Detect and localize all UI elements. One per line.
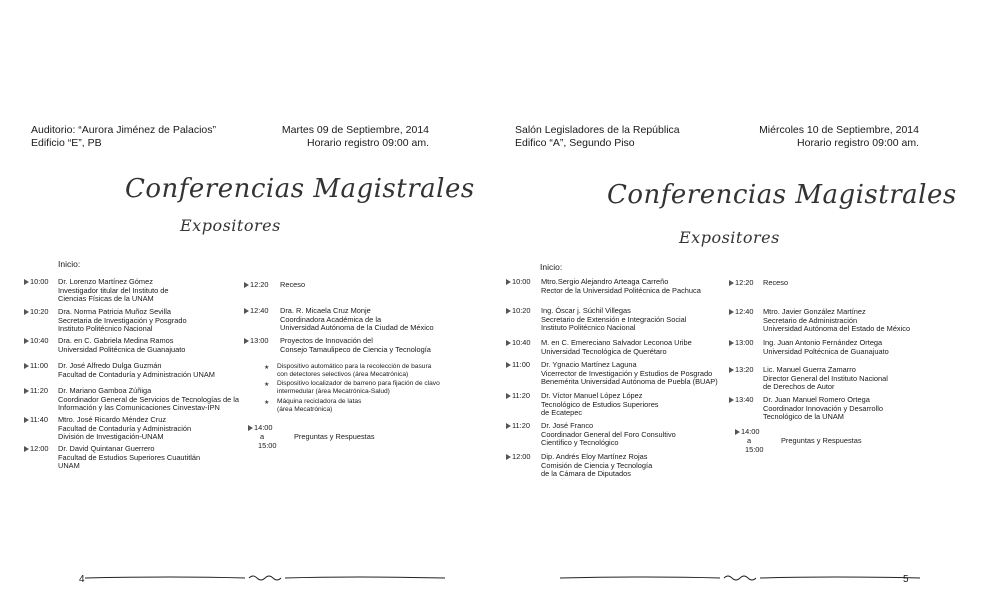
item-time: 10:40	[30, 336, 49, 345]
item-body	[541, 361, 718, 387]
bullet-arrow-icon	[248, 425, 253, 431]
item-time: 13:00	[250, 336, 269, 345]
item-time: 13:20	[735, 365, 754, 374]
item-body	[58, 278, 169, 304]
item-time: 12:40	[735, 307, 754, 316]
item-body	[541, 307, 686, 333]
venue-line: Auditorio: “Aurora Jiménez de Palacios”	[31, 124, 217, 136]
speaker-affiliation: Tecnológico de la UNAM	[763, 412, 844, 422]
closing-text: Preguntas y Respuestas	[781, 436, 862, 445]
item-time: 13:40	[735, 395, 754, 404]
speaker-name: Lic. Manuel Guerra Zamarro	[763, 365, 856, 374]
registration-line: Horario registro 09:00 am.	[797, 136, 919, 149]
speaker-affiliation: Secretario de Administración	[763, 315, 858, 325]
item-body	[763, 279, 788, 288]
bullet-arrow-icon	[729, 309, 734, 315]
speaker-affiliation: Instituto Politécnico Nacional	[541, 323, 636, 333]
bullet-arrow-icon	[506, 279, 511, 285]
item-body	[280, 307, 434, 333]
item-body	[541, 278, 701, 295]
date-line: Miércoles 10 de Septiembre, 2014	[759, 124, 919, 136]
inicio-label: Inicio:	[58, 259, 81, 269]
venue-block	[31, 124, 216, 149]
project-line: intermedular (área Mecatrónica-Salud)	[277, 387, 390, 395]
section-subtitle: Expositores	[679, 228, 780, 247]
venue-line: Edificio “E”, PB	[31, 136, 102, 149]
venue-block	[515, 124, 680, 149]
speaker-affiliation: Facultad de Contaduría y Administración	[58, 423, 192, 433]
item-time: 11:20	[30, 386, 48, 395]
speaker-affiliation: Información y las Comunicaciones Cinvestav-IPN	[58, 403, 220, 413]
speaker-name: Dra. en C. Gabriela Medina Ramos	[58, 336, 174, 345]
item-body	[541, 392, 659, 418]
speaker-name: Mtro. Javier González Martínez	[763, 307, 866, 316]
item-body	[763, 396, 883, 422]
speaker-name: Mtro. José Ricardo Méndez Cruz	[58, 415, 167, 424]
closing-text: Preguntas y Respuestas	[294, 432, 375, 441]
closing-time: a	[260, 432, 265, 441]
speaker-affiliation: División de Investigación-UNAM	[58, 432, 164, 442]
speaker-affiliation: de Derechos de Autor	[763, 382, 835, 392]
page-number: 5	[903, 574, 909, 585]
speaker-name: Dra. R. Micaela Cruz Monje	[280, 306, 371, 315]
speaker-affiliation: de Ecatepec	[541, 408, 583, 418]
item-time: 12:20	[735, 278, 754, 287]
speaker-affiliation: Universidad Politécnica de Guanajuato	[58, 344, 186, 354]
bullet-arrow-icon	[24, 279, 29, 285]
date-block	[282, 124, 429, 149]
bullet-arrow-icon	[24, 388, 29, 394]
section-subtitle: Expositores	[180, 216, 281, 235]
item-body	[58, 308, 187, 334]
star-bullet-icon: ★	[264, 365, 270, 371]
project-line: Dispositivo localizador de barreno para fijación de clavo	[277, 380, 440, 387]
bullet-arrow-icon	[735, 429, 740, 435]
speaker-name: Dr. Mariano Gamboa Zúñiga	[58, 386, 152, 395]
item-time: 10:00	[30, 277, 49, 286]
speaker-name: Dr. José Alfredo Dulga Guzmán	[58, 361, 162, 370]
speaker-affiliation: Vicerrector de Investigación y Estudios de Posgrado	[541, 368, 713, 378]
bullet-arrow-icon	[24, 338, 29, 344]
page-number: 4	[79, 574, 85, 585]
item-time: 10:40	[512, 338, 531, 347]
speaker-affiliation: Secretaria de Investigación y Posgrado	[58, 315, 187, 325]
bullet-arrow-icon	[24, 446, 29, 452]
bullet-arrow-icon	[506, 454, 511, 460]
speaker-affiliation: Universidad Autónoma de la Ciudad de México	[280, 323, 434, 333]
project-line: Máquina recicladora de latas	[277, 398, 362, 405]
project-line: (área Mecatrónica)	[277, 405, 333, 413]
speaker-name: Proyectos de Innovación del	[280, 336, 373, 345]
section-title: Conferencias Magistrales	[125, 174, 475, 204]
speaker-affiliation: Director General del Instituto Nacional	[763, 373, 888, 383]
speaker-affiliation: Científico y Tecnológico	[541, 438, 619, 448]
speaker-name: Dr. David Quintanar Guerrero	[58, 444, 155, 453]
bullet-arrow-icon	[729, 367, 734, 373]
speaker-name: Dr. Lorenzo Martínez Gómez	[58, 277, 153, 286]
item-body	[763, 366, 888, 392]
item-body	[280, 337, 431, 354]
speaker-name: Dra. Norma Patricia Muñoz Sevilla	[58, 307, 171, 316]
speaker-name: M. en C. Emereciano Salvador Leconoa Uribe	[541, 338, 692, 347]
item-body	[58, 387, 239, 413]
bullet-arrow-icon	[24, 417, 29, 423]
speaker-affiliation: Coordinador Innovación y Desarrollo	[763, 403, 883, 413]
item-time: 11:00	[512, 360, 530, 369]
bullet-arrow-icon	[506, 393, 511, 399]
speaker-affiliation: Comisión de Ciencia y Tecnología	[541, 460, 653, 470]
item-body	[58, 337, 185, 354]
speaker-affiliation: Benemérita Universidad Autónoma de Puebla (BUAP)	[541, 377, 718, 387]
star-bullet-icon: ★	[264, 400, 270, 406]
item-body	[58, 416, 191, 442]
footer-ornament	[85, 574, 445, 582]
closing-time: 15:00	[258, 441, 277, 450]
bullet-arrow-icon	[506, 362, 511, 368]
speaker-affiliation: Coordinador General del Foro Consultivo	[541, 429, 676, 439]
item-body	[541, 453, 652, 479]
project-line: con detectores selectivos (área Mecatrónica)	[277, 370, 409, 378]
bullet-arrow-icon	[729, 340, 734, 346]
item-body	[280, 281, 305, 290]
speaker-affiliation: Tecnológico de Estudios Superiores	[541, 399, 659, 409]
bullet-arrow-icon	[729, 397, 734, 403]
item-body	[58, 362, 215, 379]
closing-time: a	[747, 436, 752, 445]
project-entry	[277, 380, 440, 395]
speaker-affiliation: Rector de la Universidad Politécnica de Pachuca	[541, 285, 701, 295]
bullet-arrow-icon	[506, 308, 511, 314]
item-time: 11:40	[30, 415, 48, 424]
bullet-arrow-icon	[244, 308, 249, 314]
item-time: 12:00	[30, 444, 49, 453]
speaker-name: Dip. Andrés Eloy Martínez Rojas	[541, 452, 648, 461]
item-time: 12:20	[250, 280, 269, 289]
bullet-arrow-icon	[729, 280, 734, 286]
star-bullet-icon: ★	[264, 382, 270, 388]
item-body	[763, 339, 889, 356]
footer-ornament	[560, 574, 920, 582]
item-body	[541, 422, 676, 448]
bullet-arrow-icon	[244, 338, 249, 344]
project-entry	[277, 363, 431, 378]
speaker-name: Receso	[280, 280, 306, 289]
speaker-affiliation: Investigador titular del Instituto de	[58, 285, 169, 295]
date-line: Martes 09 de Septiembre, 2014	[281, 124, 429, 136]
speaker-affiliation: Ciencias Físicas de la UNAM	[58, 294, 154, 304]
speaker-name: Mtro.Sergio Alejandro Arteaga Carreño	[541, 277, 669, 286]
venue-line: Edifico “A”, Segundo Piso	[515, 136, 635, 149]
bullet-arrow-icon	[506, 423, 511, 429]
closing-time: 14:00	[254, 423, 273, 432]
speaker-name: Receso	[763, 278, 789, 287]
bullet-arrow-icon	[24, 363, 29, 369]
closing-time: 15:00	[745, 445, 764, 454]
item-body	[763, 308, 910, 334]
speaker-name: Ing. Óscar j. Súchil Villegas	[541, 306, 631, 315]
speaker-affiliation: Universidad Autónoma del Estado de México	[763, 324, 911, 334]
section-title: Conferencias Magistrales	[607, 180, 957, 210]
speaker-affiliation: Coordinador General de Servicios de Tecnologías de la	[58, 394, 240, 404]
speaker-affiliation: Instituto Politécnico Nacional	[58, 324, 153, 334]
item-time: 10:20	[30, 307, 49, 316]
item-time: 11:20	[512, 391, 530, 400]
item-time: 12:40	[250, 306, 269, 315]
item-body	[58, 445, 200, 471]
item-body	[541, 339, 692, 356]
item-time: 10:00	[512, 277, 531, 286]
item-time: 11:20	[512, 421, 530, 430]
venue-line: Salón Legisladores de la República	[515, 124, 680, 136]
right-page	[495, 0, 990, 601]
item-time: 10:20	[512, 306, 531, 315]
speaker-affiliation: Universidad Poltécnica de Guanajuato	[763, 346, 889, 356]
speaker-affiliation: Coordinadora Académica de la	[280, 314, 382, 324]
bullet-arrow-icon	[244, 282, 249, 288]
inicio-label: Inicio:	[540, 262, 563, 272]
speaker-affiliation: UNAM	[58, 461, 80, 471]
project-line: Dispositivo automático para la recolección de basura	[277, 363, 432, 370]
speaker-affiliation: Universidad Tecnológica de Querétaro	[541, 346, 667, 356]
date-block	[759, 124, 919, 149]
item-time: 13:00	[735, 338, 754, 347]
speaker-affiliation: Consejo Tamaulipeco de Ciencia y Tecnología	[280, 344, 431, 354]
speaker-affiliation: de la Cámara de Diputados	[541, 469, 631, 479]
bullet-arrow-icon	[506, 340, 511, 346]
registration-line: Horario registro 09:00 am.	[307, 136, 429, 149]
speaker-name: Ing. Juan Antonio Fernández Ortega	[763, 338, 883, 347]
closing-time: 14:00	[741, 427, 760, 436]
speaker-name: Dr. Ygnacio Martínez Laguna	[541, 360, 637, 369]
speaker-affiliation: Secretario de Extensión e Integración Social	[541, 314, 687, 324]
speaker-name: Dr. Juan Manuel Romero Ortega	[763, 395, 870, 404]
speaker-name: Dr. José Franco	[541, 421, 594, 430]
speaker-affiliation: Facultad de Contaduría y Administración UNAM	[58, 369, 215, 379]
bullet-arrow-icon	[24, 309, 29, 315]
item-time: 11:00	[30, 361, 48, 370]
item-time: 12:00	[512, 452, 531, 461]
speaker-name: Dr. Víctor Manuel López López	[541, 391, 643, 400]
project-entry	[277, 398, 361, 413]
speaker-affiliation: Facultad de Estudios Superiores Cuautitlán	[58, 452, 201, 462]
